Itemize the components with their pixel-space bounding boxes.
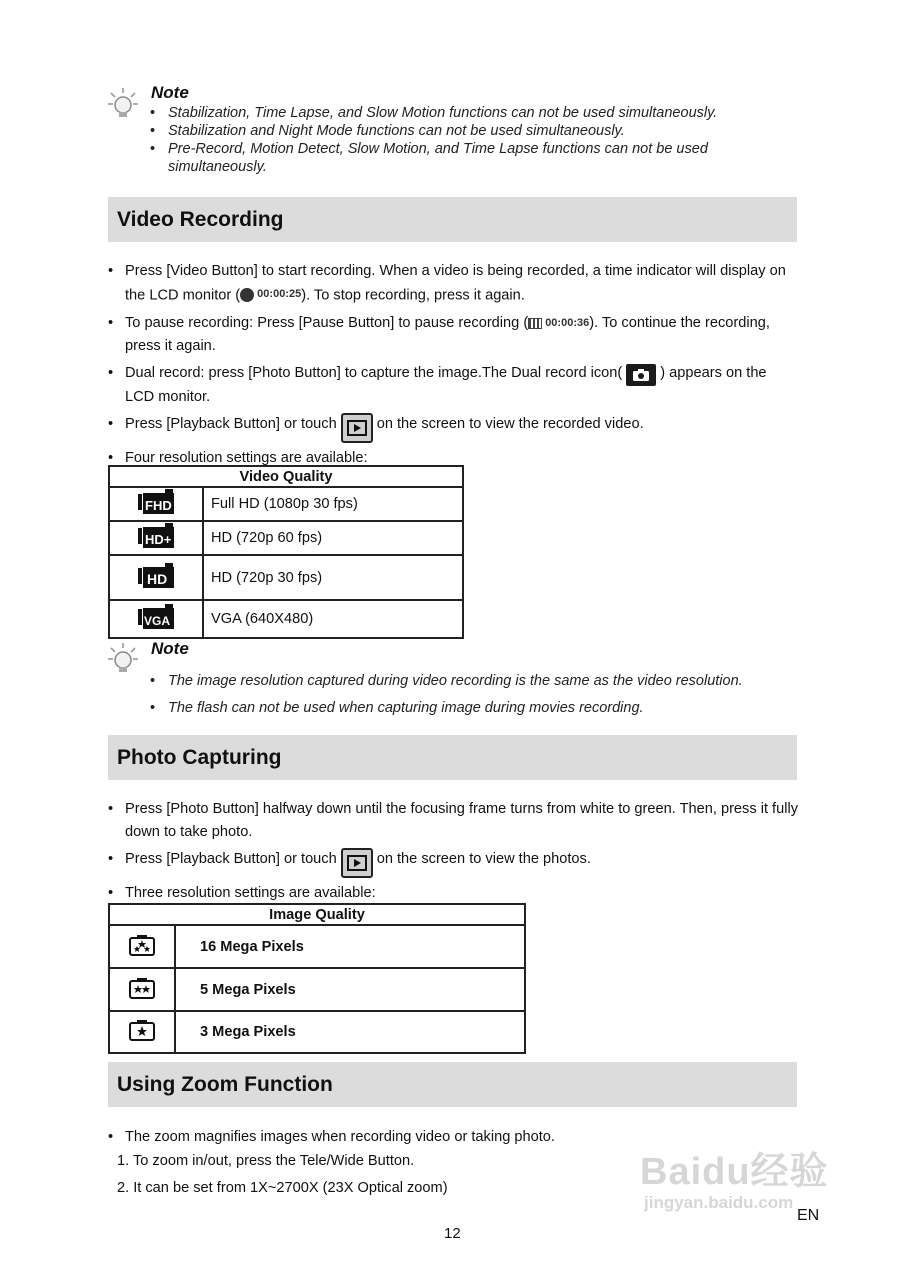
- pause-indicator: 00:00:36: [528, 312, 589, 335]
- watermark: [640, 1140, 829, 1213]
- list-item: • Press [Photo Button] halfway down until the focusing frame turns from white to green. Then, press it fully down to take photo.: [108, 798, 798, 844]
- table-row: [109, 1011, 525, 1053]
- list-item: • To pause recording: Press [Pause Button] to pause recording ( 00:00:36 ). To continue the recording, press it again.: [108, 312, 798, 358]
- 3mp-icon: [109, 1011, 175, 1053]
- note-title: Note: [151, 83, 189, 102]
- section-header-photo-capturing: [108, 735, 797, 780]
- dual-record-camera-icon: [626, 364, 656, 386]
- quality-label: 16 Mega Pixels: [175, 925, 525, 968]
- note-item: • Stabilization and Night Mode functions can not be used simultaneously.: [150, 122, 790, 140]
- table-row: [109, 925, 525, 968]
- zoom-step-2: 2. It can be set from 1X~2700X (23X Optical zoom): [117, 1180, 448, 1196]
- section-header-video-recording: [108, 197, 797, 242]
- fhd-icon: [109, 487, 203, 521]
- recording-indicator: 00:00:25: [240, 283, 301, 306]
- image-quality-table: [108, 903, 526, 1054]
- note-list: [150, 668, 790, 722]
- note-item: • Stabilization, Time Lapse, and Slow Motion functions can not be used simultaneously.: [150, 104, 790, 122]
- note-list: [150, 104, 790, 176]
- lightbulb-icon: [106, 86, 140, 120]
- table-row: [109, 968, 525, 1011]
- list-item: • Press [Playback Button] or touch on the screen to view the recorded video.: [108, 413, 798, 443]
- language-label: EN: [797, 1207, 820, 1224]
- quality-label: HD (720p 60 fps): [203, 521, 463, 555]
- hd-plus-icon: [109, 521, 203, 555]
- section-title: Video Recording: [117, 208, 284, 231]
- playback-icon: [341, 848, 373, 878]
- pause-icon: [528, 318, 542, 329]
- note-item: • The flash can not be used when capturing image during movies recording.: [150, 695, 790, 722]
- watermark-url: jingyan.baidu.com: [644, 1193, 794, 1212]
- note-title: Note: [151, 639, 189, 658]
- record-dot-icon: [240, 288, 254, 302]
- table-row: [109, 521, 463, 555]
- zoom-step-1: 1. To zoom in/out, press the Tele/Wide Button.: [117, 1153, 415, 1169]
- quality-label: VGA (640X480): [203, 600, 463, 638]
- watermark-logo: Baidu经验: [640, 1151, 829, 1193]
- list-item: • Dual record: press [Photo Button] to capture the image.The Dual record icon( ) appears on the LCD monitor.: [108, 362, 798, 409]
- vga-icon: [109, 600, 203, 638]
- video-quality-table: [108, 465, 464, 639]
- list-item: • Press [Video Button] to start recording. When a video is being recorded, a time indicator will display on the LCD monitor ( 00:00:25 ). To stop recording, press it again.: [108, 260, 798, 308]
- note-item: • The image resolution captured during video recording is the same as the video resolution.: [150, 668, 790, 695]
- list-item: • Press [Playback Button] or touch on the screen to view the photos.: [108, 848, 798, 878]
- svg-text:HD: HD: [147, 570, 168, 587]
- table-header: Video Quality: [109, 466, 463, 487]
- quality-label: HD (720p 30 fps): [203, 555, 463, 600]
- svg-text:HD+: HD+: [145, 532, 172, 547]
- quality-label: 3 Mega Pixels: [175, 1011, 525, 1053]
- table-row: [109, 600, 463, 638]
- section-title: Using Zoom Function: [117, 1073, 333, 1096]
- list-item: • The zoom magnifies images when recording video or taking photo.: [108, 1126, 798, 1149]
- playback-icon: [341, 413, 373, 443]
- note-item: • Pre-Record, Motion Detect, Slow Motion, and Time Lapse functions can not be used simultaneously.: [150, 140, 790, 176]
- 16mp-icon: [109, 925, 175, 968]
- hd-icon: [109, 555, 203, 600]
- photo-capturing-bullets: [108, 798, 798, 909]
- section-header-zoom: [108, 1062, 797, 1107]
- quality-label: Full HD (1080p 30 fps): [203, 487, 463, 521]
- table-header: Image Quality: [109, 904, 525, 925]
- video-recording-bullets: [108, 260, 798, 474]
- list-item: • Four resolution settings are available:: [108, 447, 798, 470]
- table-row: [109, 555, 463, 600]
- list-item: • Three resolution settings are available:: [108, 882, 798, 905]
- page-number: 12: [444, 1225, 461, 1242]
- svg-text:FHD: FHD: [145, 498, 172, 513]
- lightbulb-icon: [106, 641, 140, 675]
- 5mp-icon: [109, 968, 175, 1011]
- table-row: [109, 487, 463, 521]
- quality-label: 5 Mega Pixels: [175, 968, 525, 1011]
- svg-text:VGA: VGA: [144, 614, 171, 628]
- section-title: Photo Capturing: [117, 746, 282, 769]
